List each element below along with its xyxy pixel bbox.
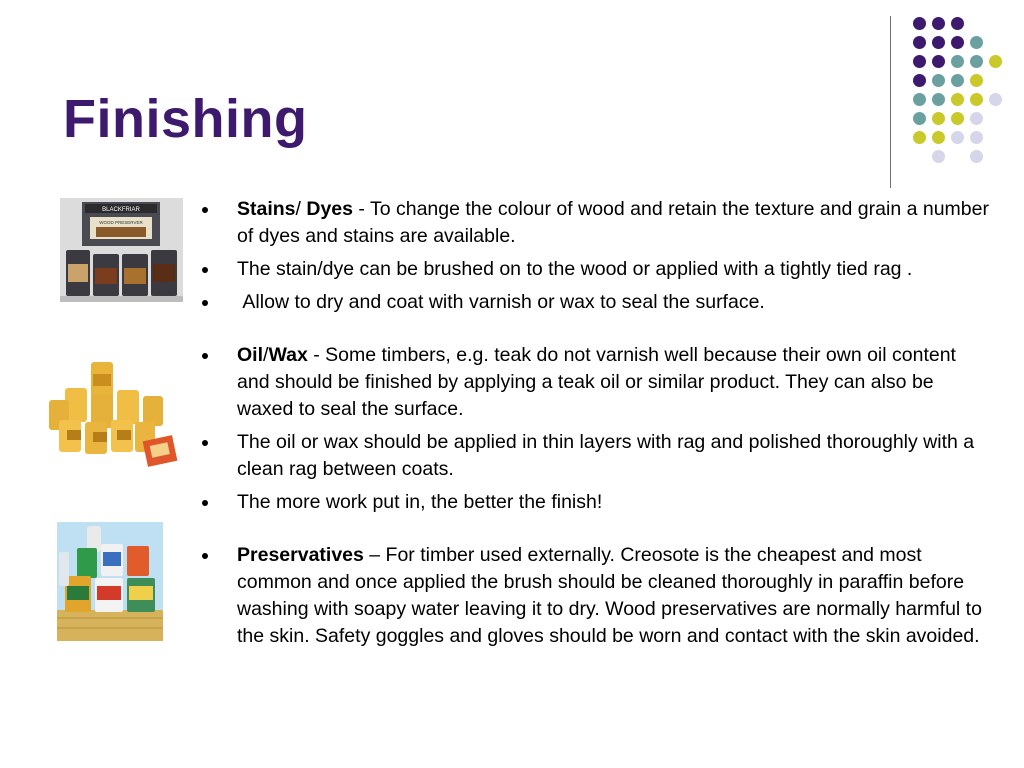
decor-dot — [951, 17, 964, 30]
term-separator: / — [295, 198, 307, 220]
term-separator: / — [263, 344, 269, 366]
bullet-text: The stain/dye can be brushed on to the wood or applied with a tightly tied rag . — [237, 258, 913, 280]
term-wax: Wax — [268, 344, 308, 366]
decor-dot — [970, 131, 983, 144]
decor-dot — [913, 36, 926, 49]
slide-title: Finishing — [63, 89, 308, 149]
decor-dot — [913, 131, 926, 144]
decor-dot — [951, 93, 964, 106]
decor-dot — [951, 36, 964, 49]
term-preservatives: Preservatives — [237, 544, 364, 566]
decor-dot — [970, 74, 983, 87]
oil-wax-tins-image — [45, 360, 180, 472]
decor-dot — [932, 55, 945, 68]
list-item — [200, 256, 990, 283]
decor-dot — [913, 74, 926, 87]
term-oil: Oil — [237, 344, 264, 366]
bullet-list — [200, 196, 990, 656]
decor-dot — [989, 93, 1002, 106]
decor-dot — [970, 112, 983, 125]
decor-dot — [932, 150, 945, 163]
list-item — [200, 429, 990, 483]
decor-dot — [932, 131, 945, 144]
decor-dot — [951, 131, 964, 144]
list-item — [200, 342, 990, 423]
bullet-text: - To change the colour of wood and retain the texture and grain a number of dyes and stains are available. — [237, 198, 989, 247]
stain-product-label: WOOD PRESERVER — [99, 220, 143, 225]
decor-dot — [932, 36, 945, 49]
bullet-text: The oil or wax should be applied in thin layers with rag and polished thoroughly with a clean rag between coats. — [237, 431, 975, 480]
term-stains: Stains — [237, 198, 296, 220]
list-item — [200, 542, 990, 650]
preservatives-image — [57, 522, 163, 641]
decor-dot — [932, 93, 945, 106]
decor-dot — [932, 17, 945, 30]
decor-dot — [913, 55, 926, 68]
stain-brand-label: BLACKFRIAR — [102, 207, 140, 213]
decor-dot — [951, 74, 964, 87]
decor-dot — [970, 36, 983, 49]
stain-tins-image — [60, 198, 183, 302]
list-item — [200, 196, 990, 250]
divider-line — [890, 16, 891, 188]
decor-dot — [913, 93, 926, 106]
term-dyes: Dyes — [306, 198, 353, 220]
decor-dot — [970, 93, 983, 106]
decor-dot — [932, 112, 945, 125]
bullet-text: – For timber used externally. Creosote is the cheapest and most common and once applied the brush should be cleaned thoroughly in paraffin before washing with soapy water leaving it to dry. Wood preservatives are normally harmful to the skin. Safety goggles and gloves should be worn and contact with the skin avoided. — [237, 544, 982, 647]
decor-dot — [932, 74, 945, 87]
decor-dot — [970, 55, 983, 68]
decor-dot — [951, 112, 964, 125]
decor-dot — [970, 150, 983, 163]
bullet-text: Allow to dry and coat with varnish or wax to seal the surface. — [237, 291, 765, 313]
decor-dot — [913, 17, 926, 30]
bullet-text: The more work put in, the better the finish! — [237, 491, 603, 513]
decor-dot — [951, 55, 964, 68]
list-item — [200, 489, 990, 516]
list-item — [200, 289, 990, 316]
decor-dot — [913, 112, 926, 125]
decor-dot — [989, 55, 1002, 68]
bullet-text: - Some timbers, e.g. teak do not varnish well because their own oil content and should be finished by applying a teak oil or similar product. They can also be waxed to seal the surface. — [237, 344, 956, 420]
